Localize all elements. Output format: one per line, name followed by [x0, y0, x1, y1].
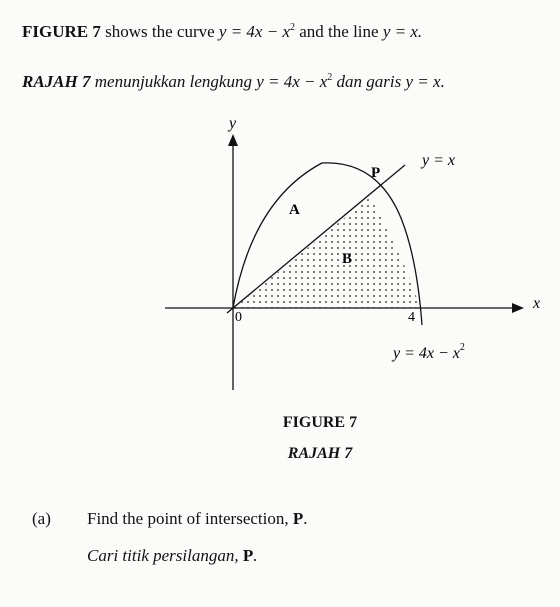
point-p-label: P	[371, 165, 381, 181]
curve-label-base: y = 4x − x	[393, 345, 460, 362]
figure-caption-en: FIGURE 7	[282, 414, 358, 431]
question-ms-suffix: .	[253, 546, 258, 565]
question-text-ms	[87, 546, 257, 566]
y-axis-arrow	[228, 134, 238, 146]
x-tick-4-label: 4	[408, 310, 415, 325]
question-ms-prefix: Cari titik persilangan,	[87, 546, 243, 565]
curve-equation-en: y = 4x − x	[218, 22, 290, 41]
curve-exponent-ms: 2	[327, 72, 333, 83]
line-equation-ms: y = x.	[405, 72, 445, 91]
question-ms-point: P	[242, 546, 254, 565]
figure-caption-ms: RAJAH 7	[287, 445, 353, 462]
question-en-prefix: Find the point of intersection,	[87, 509, 293, 528]
x-axis-label: x	[533, 295, 541, 312]
x-axis-arrow	[512, 303, 524, 313]
curve-equation-ms: y = 4x − x	[256, 72, 328, 91]
line-equation-label: y = x	[422, 152, 455, 169]
figure-ref-en: FIGURE 7	[22, 22, 101, 41]
region-b-label: B	[342, 251, 353, 267]
region-a-label: A	[289, 202, 300, 218]
origin-label: 0	[235, 310, 242, 325]
intro-text-en: shows the curve	[100, 22, 219, 41]
question-en-point: P	[292, 509, 304, 528]
curve-label-exponent: 2	[459, 342, 465, 353]
question-en-suffix: .	[303, 509, 308, 528]
curve-equation-label	[391, 342, 465, 362]
intro-english	[22, 22, 422, 42]
line-equation-en: y = x.	[382, 22, 423, 41]
figure-ref-ms: RAJAH 7	[22, 72, 91, 91]
and-text-ms: dan garis	[332, 72, 406, 91]
question-text-en	[87, 509, 308, 529]
intro-malay	[22, 72, 445, 92]
y-axis-label: y	[229, 115, 237, 132]
figure-graph	[0, 100, 560, 400]
question-number: (a)	[32, 509, 51, 528]
region-b-shading	[234, 197, 420, 308]
and-text-en: and the line	[295, 22, 383, 41]
curve-exponent-en: 2	[290, 22, 295, 33]
intro-text-ms: menunjukkan lengkung	[90, 72, 257, 91]
